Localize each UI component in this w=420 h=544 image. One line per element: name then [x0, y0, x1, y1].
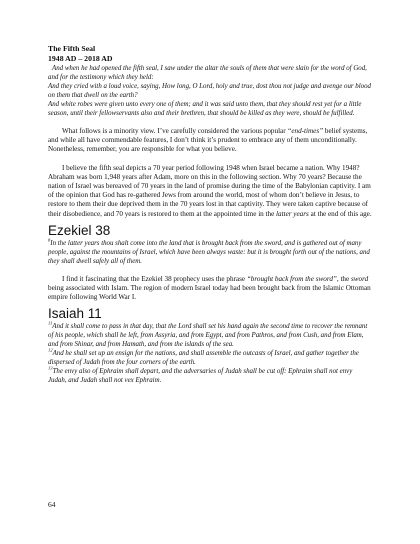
sword-emphasis: sword	[350, 274, 369, 283]
page-content	[48, 44, 372, 385]
revelation-verse-9: And when he had opened the fifth seal, I saw under the altar the souls of them that were slain for the word of God, and for the testimony which they held:	[48, 65, 367, 81]
section-title: The Fifth Seal	[48, 44, 96, 53]
paragraph-minority-view: What follows is a minority view. I’ve carefully considered the various popular “end-times” belief systems, and while all have commendable features, I don’t think it’s prudent to embrace any of them unconditionally. Nonetheless, remember, you are responsible for what you believe.	[48, 127, 368, 154]
end-times-emphasis: “end-times”	[287, 127, 324, 135]
verse-number: 8	[48, 237, 51, 243]
paragraph-brought-back: I find it fascinating that the Ezekiel 38 prophecy uses the phrase “brought back from the sword”, the sword being associated with Islam. The region of modern Israel today had been brought back from the Islamic Ottoman empire following World War I.	[48, 274, 371, 302]
heading-ezekiel-38: Ezekiel 38	[48, 222, 111, 238]
verse-number: 11	[48, 321, 53, 327]
verse-number: 13	[48, 366, 53, 372]
isaiah-verse-11: $^{11}$And it shall come to pass in that day, that the Lord shall set his hand again the second time to recover the remnant of his people, which shall be left, from Assyria, and from Egypt, and from Pathros, and from Cush, and from Elam, and from Shinar, and from Hamath, and from the islands of the sea.	[48, 321, 368, 349]
paragraph-fifth-seal: I believe the fifth seal depicts a 70 year period following 1948 when Israel became a nation. Why 1948? Abraham was born 1,948 years after Adam, more on this in the following section. Why 70 years? Because the nation of Israel was bereaved of 70 years in the land of promise during the time of the Babylonian captivity. I am of the opinion that God has re-gathered Jews from around the world, most of whom don’t believe in Jesus, to restore to them their due deprived them in the 70 years lost in that captivity. They were taken captive because of their disobedience, and 70 years is restored to them at the appointed time in the latter years at the end of this age.	[48, 163, 372, 218]
verse-number: 12	[48, 348, 53, 354]
ezekiel-verse: $^8$In the latter years thou shalt come into the land that is brought back from the sword, and is gathered out of many people, against the mountains of Israel, which have been always waste: but it is brought forth out of the nations, and they shall dwell safely all of them.	[48, 237, 370, 265]
page-number: 64	[48, 500, 56, 509]
latter-years-emphasis: latter years	[276, 209, 309, 218]
isaiah-verse-13: $^{13}$The envy also of Ephraim shall depart, and the adversaries of Judah shall be cut off: Ephraim shall not envy Judah, and Judah shall not vex Ephraim.	[48, 366, 353, 385]
revelation-verse-10: And they cried with a loud voice, saying, How long, O Lord, holy and true, dost thou not judge and avenge our blood on them that dwell on the earth?	[48, 83, 371, 99]
revelation-verse-11: And white robes were given unto every one of them; and it was said unto them, that they should rest yet for a little season, until their fellowservants also and their brethren, that should be killed as they were, should be fulfilled.	[48, 101, 362, 117]
heading-isaiah-11: Isaiah 11	[48, 306, 102, 322]
section-dates: 1948 AD – 2018 AD	[48, 54, 113, 63]
quote-emphasis: “brought back from the sword”	[246, 274, 337, 283]
isaiah-verse-12: $^{12}$And he shall set up an ensign for the nations, and shall assemble the outcasts of Israel, and gather together the dispersed of Judah from the four corners of the earth.	[48, 348, 359, 367]
